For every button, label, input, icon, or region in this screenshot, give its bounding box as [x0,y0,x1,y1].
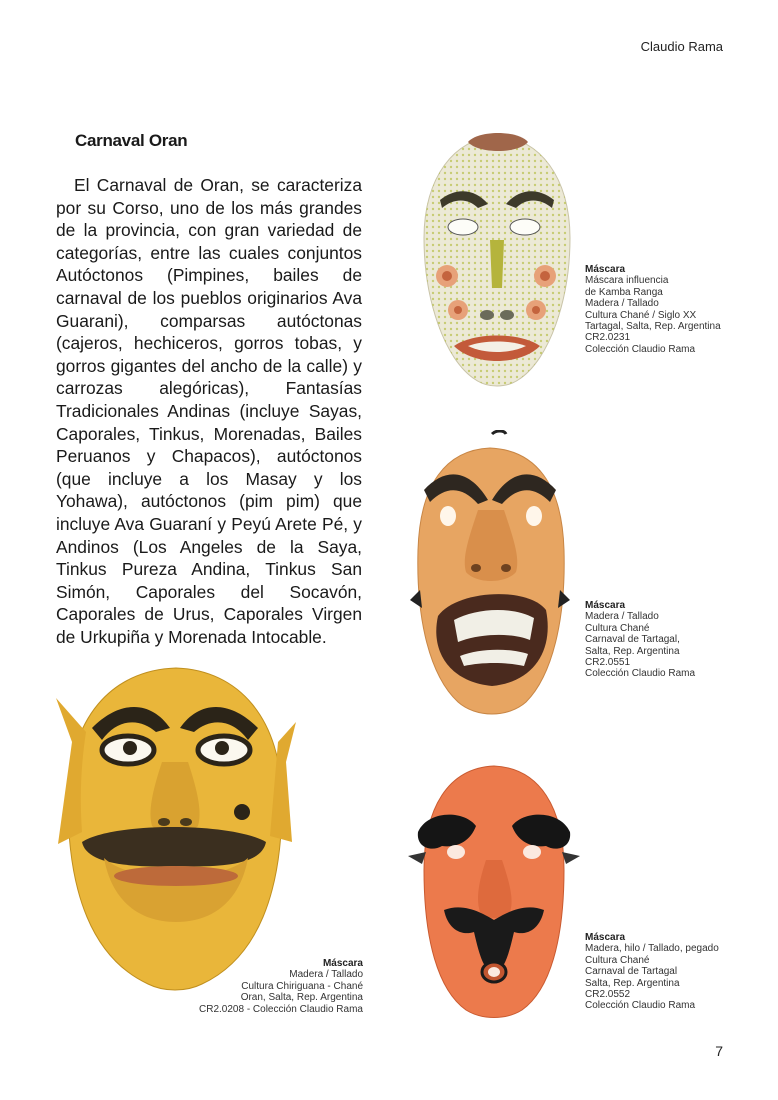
caption-line: Colección Claudio Rama [585,1000,696,1012]
caption-line: Madera / Tallado [585,298,659,310]
caption-title: Máscara [585,600,626,611]
caption-line: CR2.0552 [585,989,631,1001]
mask-image-carnaval-tartagal-wool [404,760,584,1020]
caption-mask-kamba-ranga [585,264,721,355]
caption-line: Madera / Tallado [289,969,363,981]
caption-line: Madera, hilo / Tallado, pegado [585,943,719,955]
mask-image-carnaval-tartagal-teeth [406,430,574,720]
caption-line: Cultura Chané / Siglo XX [585,309,697,321]
article-body: El Carnaval de Oran, se caracteriza por su Corso, uno de los más grandes de la provincia, con gran variedad de categorías, entre las cuales conjuntos Autóctonos (Pimpines, bailes de carnaval de los pueblos originarios Ava Guarani), comparsas autóctonas (cajeros, hechiceros, gorros tobas, y gorros gigantes del ancho de la calle) y carrozas alegóricas), Fantasías Tradicionales Andinas (incluye Sayas, Caporales, Tinkus, Morenadas, Bailes Peruanos y Chapacos), autóctonos (que incluye a los Masay y los Yohawa), autóctonos (pim pim) que incluye Ava Guaraní y Peyú Arete Pé, y Andinos (Los Angeles de la Saya, Tinkus Pureza Andina, Tinkus San Simón, Caporales del Socavón, Caporales de Urus, Caporales Virgen de Urkupiña y Morenada Intocable. [56,175,362,647]
caption-line: Colección Claudio Rama [585,668,696,680]
caption-line: Máscara influencia [585,275,669,287]
caption-mask-chiriguana-chane [199,958,363,1015]
mask-image-kamba-ranga [418,128,576,394]
caption-line: CR2.0231 [585,332,631,344]
caption-line: Salta, Rep. Argentina [585,977,680,989]
caption-line: Carnaval de Tartagal, [585,634,680,646]
caption-mask-carnaval-tartagal-teeth [585,600,695,680]
caption-line: Cultura Chané [585,622,650,634]
caption-line: Cultura Chané [585,954,650,966]
caption-line: Cultura Chiriguana - Chané [241,980,363,992]
caption-line: Madera / Tallado [585,611,659,623]
caption-title: Máscara [585,264,626,275]
caption-line: Tartagal, Salta, Rep. Argentina [585,321,721,333]
caption-line: Salta, Rep. Argentina [585,645,680,657]
caption-line: Oran, Salta, Rep. Argentina [240,992,363,1004]
page-number: 7 [715,1043,723,1059]
caption-line: de Kamba Ranga [585,286,663,298]
running-header-author: Claudio Rama [640,39,723,54]
caption-line: Carnaval de Tartagal [585,966,678,978]
caption-line: CR2.0551 [585,657,631,669]
mask-image-chiriguana-chane [52,662,298,994]
caption-mask-carnaval-tartagal-wool [585,932,719,1012]
caption-line: CR2.0208 - Colección Claudio Rama [199,1003,363,1015]
caption-title: Máscara [322,958,363,969]
caption-line: Colección Claudio Rama [585,343,696,355]
section-title: Carnaval Oran [75,131,188,150]
caption-title: Máscara [585,932,626,943]
